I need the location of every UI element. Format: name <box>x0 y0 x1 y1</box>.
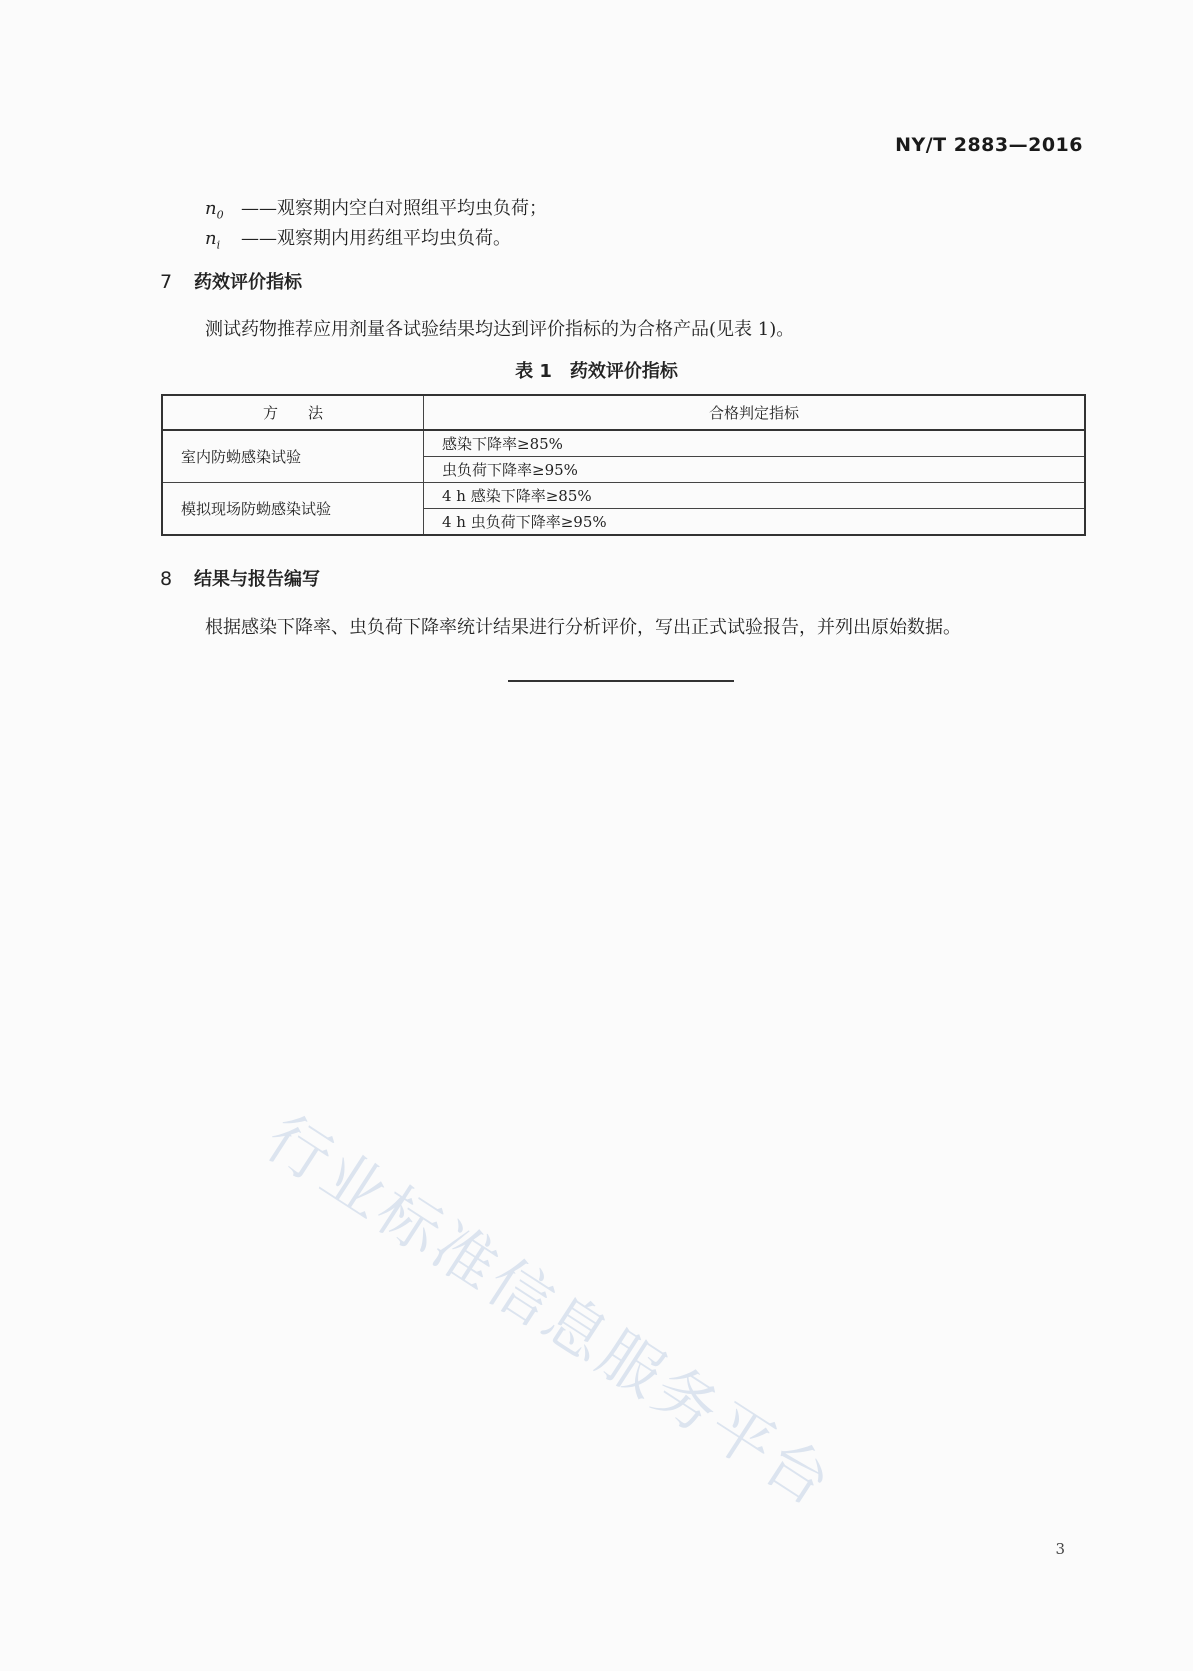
variable-description: ——观察期内用药组平均虫负荷。 <box>241 228 511 249</box>
table-row <box>162 483 1085 509</box>
watermark: 行业标准信息服务平台 <box>253 1100 847 1522</box>
section-title: 药效评价指标 <box>194 272 302 293</box>
column-header: 方 法 <box>162 395 424 430</box>
section-number: 8 <box>160 568 173 590</box>
criteria-cell: 虫负荷下降率≥95% <box>424 457 1086 483</box>
criteria-cell: 4 h 感染下降率≥85% <box>424 483 1086 509</box>
standard-code: NY/T 2883—2016 <box>895 134 1083 156</box>
variable-definition <box>205 224 511 252</box>
end-rule-divider <box>508 680 734 682</box>
section-heading-7 <box>160 268 302 294</box>
section-number: 7 <box>160 271 173 293</box>
criteria-cell: 感染下降率≥85% <box>424 430 1086 457</box>
section-heading-8 <box>160 565 320 591</box>
variable-description: ——观察期内空白对照组平均虫负荷； <box>241 198 547 219</box>
method-cell: 室内防蚴感染试验 <box>162 430 424 483</box>
page-number: 3 <box>1055 1540 1065 1558</box>
table-caption: 表 1 药效评价指标 <box>515 361 678 382</box>
variable-symbol: $n_0$ <box>205 198 224 222</box>
criteria-cell: 4 h 虫负荷下降率≥95% <box>424 509 1086 536</box>
section-7-paragraph: 测试药物推荐应用剂量各试验结果均达到评价指标的为合格产品(见表 1)。 <box>205 319 795 340</box>
variable-symbol: $n_i$ <box>205 228 221 252</box>
column-header: 合格判定指标 <box>424 395 1086 430</box>
section-title: 结果与报告编写 <box>194 569 320 590</box>
evaluation-table <box>161 394 1086 536</box>
method-cell: 模拟现场防蚴感染试验 <box>162 483 424 536</box>
variable-definition <box>205 194 547 222</box>
table-header-row <box>162 395 1085 430</box>
section-8-paragraph: 根据感染下降率、虫负荷下降率统计结果进行分析评价，写出正式试验报告，并列出原始数据。 <box>205 617 961 638</box>
table-row <box>162 430 1085 457</box>
